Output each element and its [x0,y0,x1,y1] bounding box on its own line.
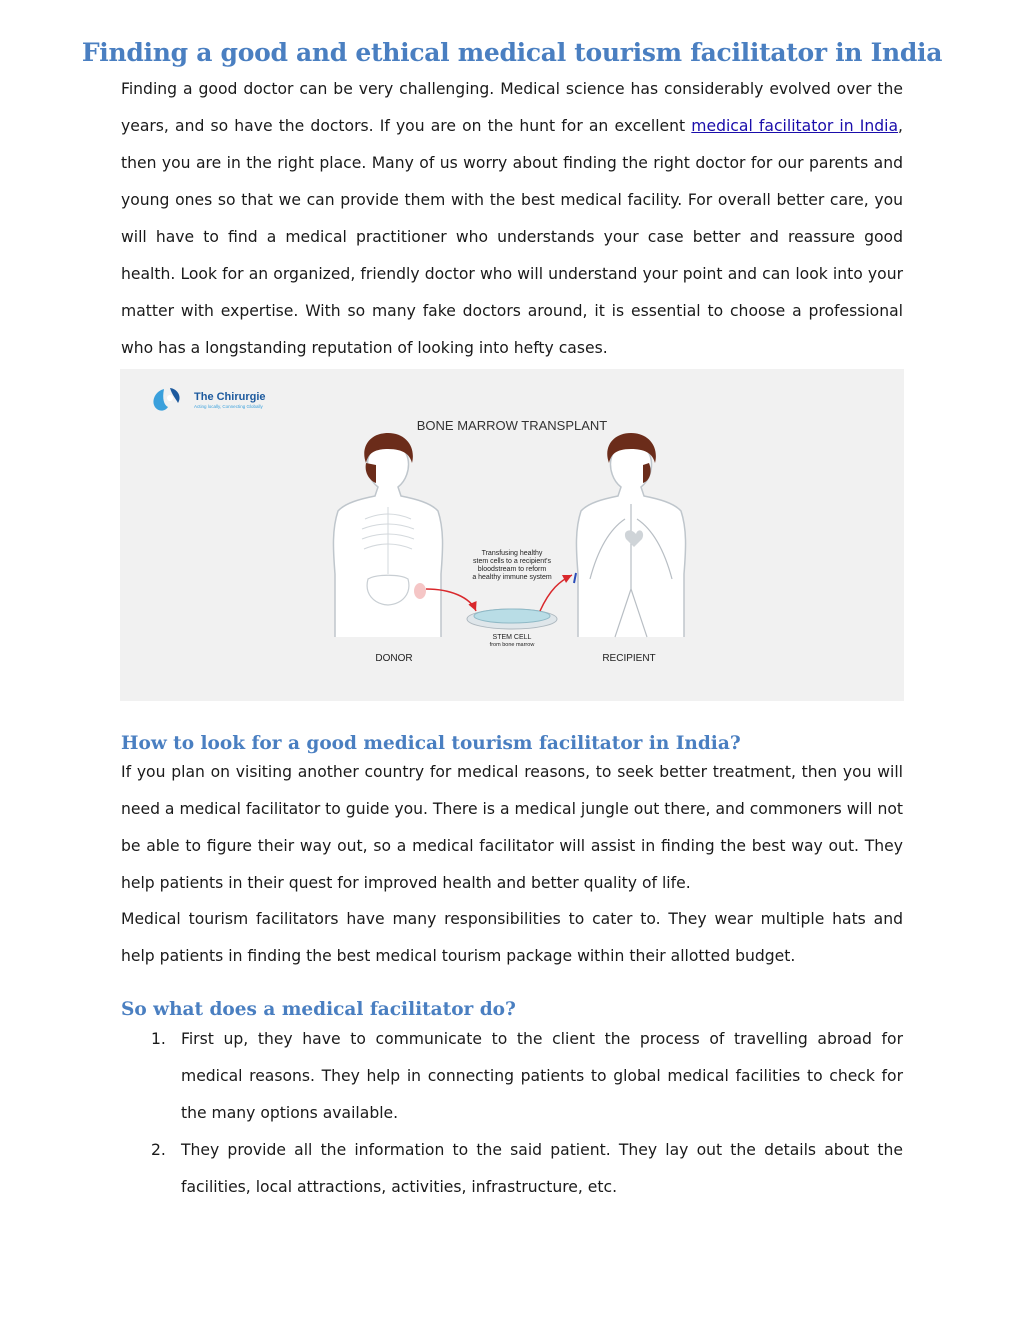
list-item [121,1021,903,1132]
list-item-text: First up, they have to communicate to the client the process of travelling abroad for medical reasons. They help in connecting patients to global medical facilities to check for the many options available. [181,1030,903,1122]
annotation-line: Transfusing healthy [481,550,543,557]
page-title: Finding a good and ethical medical tourism facilitator in India [81,38,943,67]
intro-text-before-link: Finding a good doctor can be very challenging. Medical science has considerably evolved over the years, and so have the doctors. If you are on the hunt for an excellent [121,80,903,135]
section-heading-what-facilitator-does: So what does a medical facilitator do? [121,999,516,1020]
recipient-label: RECIPIENT [602,653,656,664]
stem-cell-label: STEM CELL [492,634,532,641]
list-item-number: 2. [151,1141,166,1159]
chirurgie-logo-icon [153,388,179,411]
stem-cell-sublabel: from bone marrow [489,642,535,648]
annotation-line: a healthy immune system [472,574,552,581]
logo-name: The Chirurgie [194,391,266,403]
donor-label: DONOR [375,653,413,664]
annotation-line: stem cells to a recipient's [473,558,551,565]
annotation-line: bloodstream to reform [477,566,547,573]
list-item-number: 1. [151,1030,166,1048]
chirurgie-logo [153,388,265,411]
medical-facilitator-link[interactable]: medical facilitator in India [691,117,899,135]
section-heading-how-to-look: How to look for a good medical tourism facilitator in India? [121,733,741,754]
intro-paragraph [121,71,903,367]
logo-tagline: Acting locally, Connecting Globally [194,404,263,409]
section1-paragraph: If you plan on visiting another country for medical reasons, to seek better treatment, then you will need a medical facilitator to guide you. There is a medical jungle out there, and commoners will not be able to figure their way out, so a medical facilitator will assist in finding the best way out. They help patients in their quest for improved health and better quality of life. [121,763,903,892]
transfusion-annotation [472,550,552,581]
list-item [121,1132,903,1206]
donor-figure [333,433,442,637]
figure-heading: BONE MARROW TRANSPLANT [416,418,608,433]
recipient-figure [574,433,686,637]
stem-cell-dish [467,609,557,629]
bone-marrow-figure [120,369,904,701]
list-item-text: They provide all the information to the said patient. They lay out the details about the facilities, local attractions, activities, infrastructure, etc. [181,1141,903,1196]
section1-paragraph: Medical tourism facilitators have many responsibilities to cater to. They wear multiple hats and help patients in finding the best medical tourism package within their allotted budget. [121,910,903,965]
facilitator-duties-list [121,1021,903,1206]
intro-text-after-link: , then you are in the right place. Many of us worry about finding the right doctor for our parents and young ones so that we can provide them with the best medical facility. For overall better care, you will have to find a medical practitioner who understands your case better and reassure good health. Look for an organized, friendly doctor who will understand your point and can look into your matter with expertise. With so many fake doctors around, it is essential to choose a professional who has a longstanding reputation of looking into hefty cases. [121,117,903,357]
